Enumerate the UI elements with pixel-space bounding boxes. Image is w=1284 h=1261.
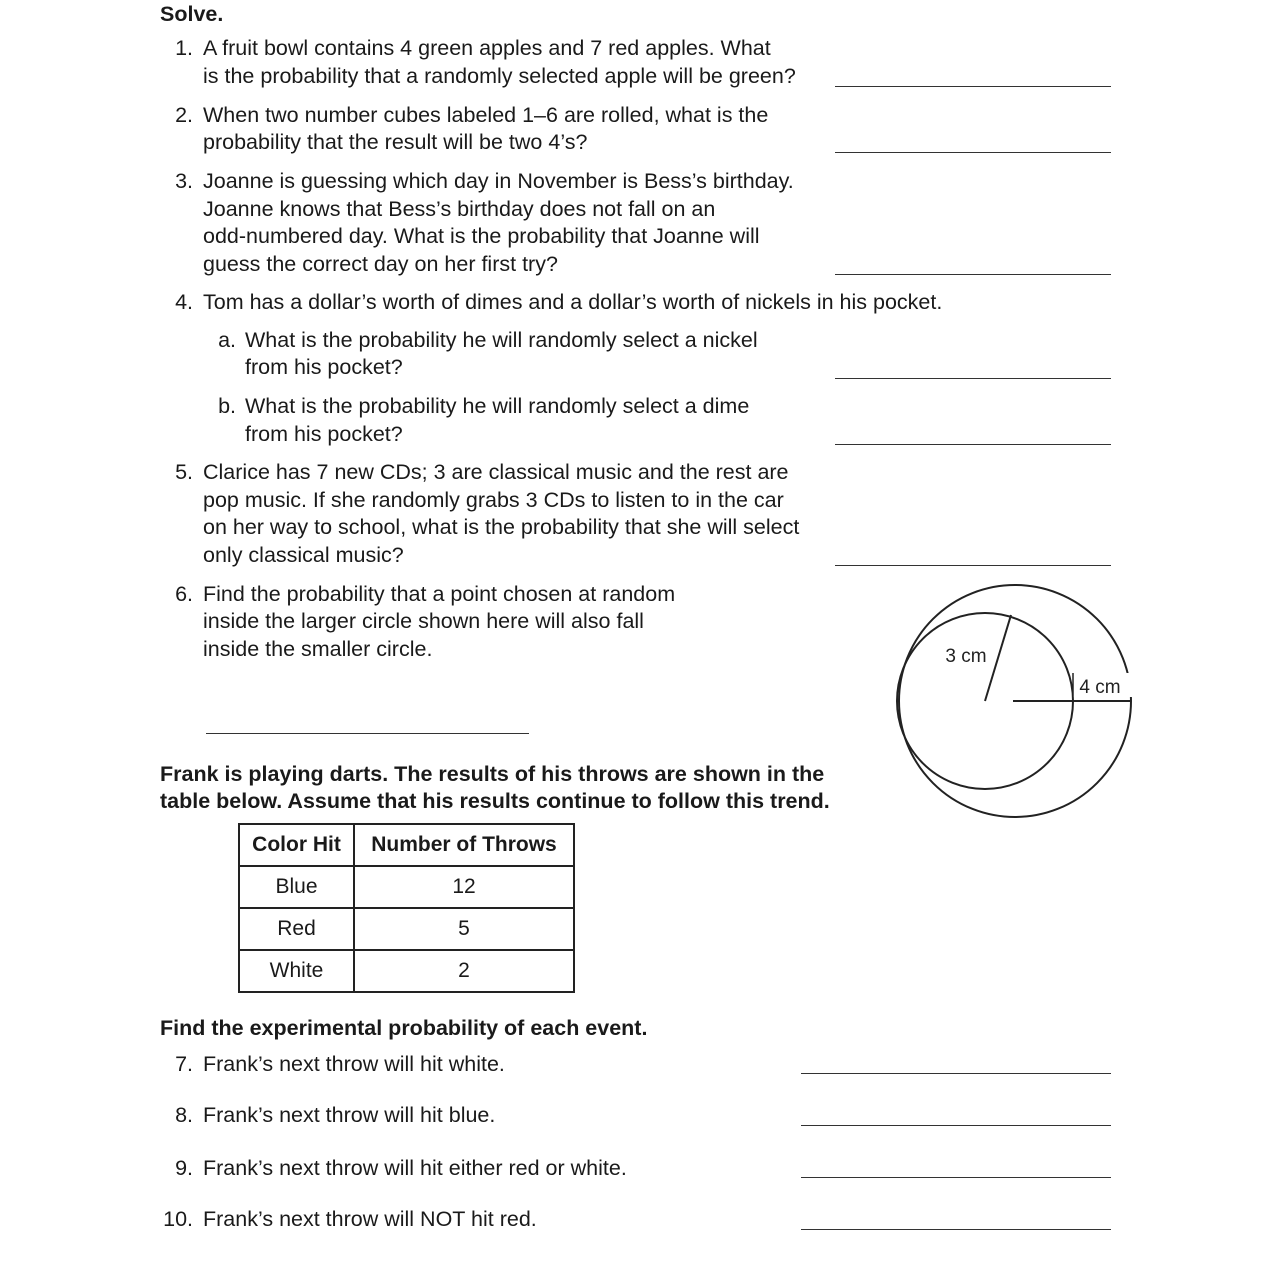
large-radius-label: 4 cm (1079, 677, 1121, 698)
q5-line-1: Clarice has 7 new CDs; 3 are classical music and the rest are (203, 460, 789, 484)
q1-line-2: is the probability that a randomly selected apple will be green? (203, 64, 796, 88)
darts-results-table (238, 823, 575, 993)
q8-text: Frank’s next throw will hit blue. (203, 1103, 496, 1127)
q5-line-3: on her way to school, what is the probability that she will select (203, 515, 800, 539)
q10-answer-line[interactable] (801, 1229, 1111, 1230)
q3-answer-line[interactable] (835, 274, 1111, 275)
q2-answer-line[interactable] (835, 152, 1111, 153)
cell-color: Red (239, 908, 354, 950)
q5-answer-line[interactable] (835, 565, 1111, 566)
darts-intro-line-2: table below. Assume that his results continue to follow this trend. (160, 789, 830, 813)
experimental-heading: Find the experimental probability of each event. (160, 1016, 648, 1040)
q4a-line-2: from his pocket? (245, 355, 403, 379)
table-row (239, 950, 574, 992)
question-number: 9. (175, 1156, 193, 1180)
q6-line-1: Find the probability that a point chosen at random (203, 582, 676, 606)
question-number: 1. (175, 36, 193, 60)
q3-line-4: guess the correct day on her first try? (203, 252, 558, 276)
table-row (239, 908, 574, 950)
q5-line-2: pop music. If she randomly grabs 3 CDs to listen to in the car (203, 488, 784, 512)
cell-throws: 2 (354, 950, 574, 992)
q5-line-4: only classical music? (203, 543, 404, 567)
q10-text: Frank’s next throw will NOT hit red. (203, 1207, 537, 1231)
q4a-answer-line[interactable] (835, 378, 1111, 379)
darts-intro-line-1: Frank is playing darts. The results of his throws are shown in the (160, 762, 825, 786)
q6-line-2: inside the larger circle shown here will also fall (203, 609, 644, 633)
cell-throws: 12 (354, 866, 574, 908)
question-number: 3. (175, 169, 193, 193)
q4b-line-2: from his pocket? (245, 422, 403, 446)
small-radius-label: 3 cm (945, 646, 987, 667)
question-number: 6. (175, 582, 193, 606)
q7-answer-line[interactable] (801, 1073, 1111, 1074)
q3-line-2: Joanne knows that Bess’s birthday does not fall on an (203, 197, 716, 221)
q3-line-1: Joanne is guessing which day in November is Bess’s birthday. (203, 169, 794, 193)
table-header-row (239, 824, 574, 866)
question-number: 7. (175, 1052, 193, 1076)
q9-text: Frank’s next throw will hit either red or white. (203, 1156, 627, 1180)
circles-figure (880, 575, 1150, 830)
q9-answer-line[interactable] (801, 1177, 1111, 1178)
q1-answer-line[interactable] (835, 86, 1111, 87)
cell-color: Blue (239, 866, 354, 908)
q2-line-2: probability that the result will be two 4’s? (203, 130, 588, 154)
q6-answer-line[interactable] (206, 733, 529, 734)
q4b-line-1: What is the probability he will randomly select a dime (245, 394, 750, 418)
cell-throws: 5 (354, 908, 574, 950)
subquestion-letter: b. (218, 394, 236, 418)
q3-line-3: odd-numbered day. What is the probability that Joanne will (203, 224, 760, 248)
q4-text: Tom has a dollar’s worth of dimes and a dollar’s worth of nickels in his pocket. (203, 290, 943, 314)
header-color-hit: Color Hit (239, 824, 354, 866)
q8-answer-line[interactable] (801, 1125, 1111, 1126)
cell-color: White (239, 950, 354, 992)
q7-text: Frank’s next throw will hit white. (203, 1052, 505, 1076)
q1-line-1: A fruit bowl contains 4 green apples and 7 red apples. What (203, 36, 771, 60)
question-number: 8. (175, 1103, 193, 1127)
table-row (239, 866, 574, 908)
q4b-answer-line[interactable] (835, 444, 1111, 445)
question-number: 5. (175, 460, 193, 484)
question-number: 2. (175, 103, 193, 127)
q6-line-3: inside the smaller circle. (203, 637, 433, 661)
question-number: 10. (163, 1207, 193, 1231)
header-number-of-throws: Number of Throws (354, 824, 574, 866)
q4a-line-1: What is the probability he will randomly select a nickel (245, 328, 758, 352)
subquestion-letter: a. (218, 328, 236, 352)
section-heading: Solve. (160, 2, 224, 26)
question-number: 4. (175, 290, 193, 314)
q2-line-1: When two number cubes labeled 1–6 are rolled, what is the (203, 103, 769, 127)
